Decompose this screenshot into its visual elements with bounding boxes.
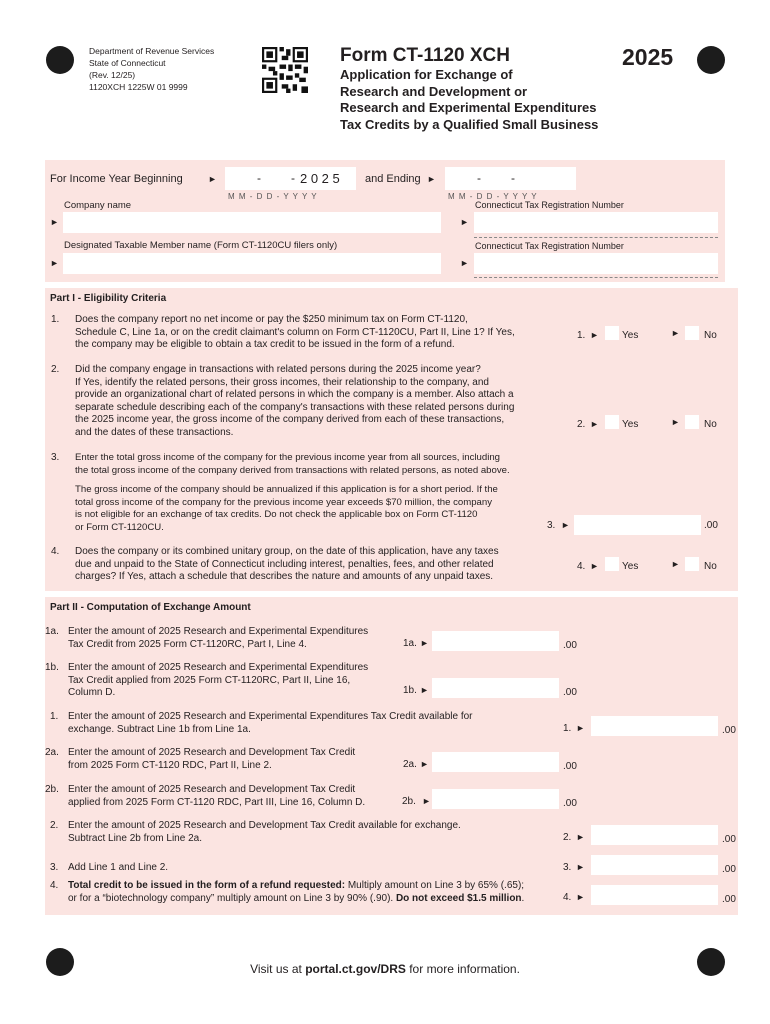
company-name-input[interactable] [63, 212, 441, 233]
arrow-icon: ► [671, 559, 680, 569]
text-line [68, 893, 568, 906]
text-line: Enter the amount of 2025 Research and Experimental Expenditures Tax Credit available for [68, 711, 473, 722]
q1-no-checkbox[interactable] [685, 326, 699, 340]
line-number: 1a. [45, 626, 59, 637]
company-name-label: Company name [64, 200, 132, 211]
text-line: Enter the amount of 2025 Research and Experimental Expenditures [68, 662, 369, 673]
arrow-icon: ► [420, 638, 429, 648]
arrow-icon: ► [576, 723, 585, 733]
arrow-icon: ► [576, 892, 585, 902]
line-ref: 1b. [403, 685, 417, 696]
footer-suffix: for more information. [405, 962, 520, 976]
question-1-text [75, 314, 563, 352]
text-line: separate schedule describing each of the company's transactions with these related persons during [75, 401, 515, 413]
question-3-text [75, 452, 563, 534]
text-line: Does the company report no net income or pay the $250 minimum tax on Form CT-1120, [75, 314, 468, 325]
text-line [68, 880, 568, 893]
line-1-input[interactable] [591, 716, 718, 736]
arrow-icon: ► [50, 217, 59, 227]
agency-block [89, 45, 214, 93]
text-line: Tax Credit applied from 2025 Form CT-1120RC, Part II, Line 16, [68, 674, 351, 686]
line-number: 2b. [45, 784, 59, 795]
text-line: Enter the amount of 2025 Research and Development Tax Credit available for exchange. [68, 820, 461, 831]
begin-year-value: 2 0 2 5 [300, 171, 340, 186]
part-2-title: Part II - Computation of Exchange Amount [50, 602, 251, 613]
income-year-label: For Income Year Beginning [50, 173, 183, 185]
registration-mark [46, 46, 74, 74]
line-number: 1. [50, 711, 59, 722]
form-subtitle [340, 67, 598, 133]
line-number: 2. [50, 820, 59, 831]
state-name: State of Connecticut [89, 58, 166, 68]
text-line: Did the company engage in transactions with related persons during the 2025 income year? [75, 364, 481, 375]
text-line: The gross income of the company should be annualized if this application is for a short period. If the [75, 484, 498, 495]
q2-no-checkbox[interactable] [685, 415, 699, 429]
line-ref: 2b. [402, 796, 416, 807]
no-label: No [704, 330, 717, 341]
arrow-icon: ► [590, 419, 599, 429]
text-line: or Form CT-1120CU. [75, 521, 164, 533]
underline [474, 277, 718, 278]
question-number: 4. [51, 546, 60, 557]
revision: (Rev. 12/25) [89, 70, 136, 80]
date-format-hint: M M - D D - Y Y Y Y [448, 192, 538, 201]
arrow-icon: ► [208, 174, 217, 184]
text-span: or for a “biotechnology company” multiply amount on Line 3 by 90% (.90). [68, 892, 396, 904]
date-separator: - [257, 171, 261, 185]
date-separator: - [291, 171, 295, 185]
designated-member-label: Designated Taxable Member name (Form CT-1120CU filers only) [64, 240, 338, 251]
arrow-icon: ► [50, 258, 59, 268]
q2-yes-checkbox[interactable] [605, 415, 619, 429]
line-1b-input[interactable] [432, 678, 559, 698]
ct-tax-reg-label: Connecticut Tax Registration Number [475, 200, 624, 210]
line-ref: 4. [563, 892, 572, 903]
arrow-icon: ► [420, 685, 429, 695]
text-line: the 2025 income year, the gross income of the company derived from each of these transactions, [75, 414, 505, 425]
text-line: exchange. Subtract Line 1b from Line 1a. [68, 723, 251, 735]
arrow-icon: ► [671, 417, 680, 427]
q1-yes-checkbox[interactable] [605, 326, 619, 340]
cents-label: .00 [563, 798, 577, 809]
line-number: 2a. [45, 747, 59, 758]
yes-label: Yes [622, 330, 639, 341]
yes-label: Yes [622, 419, 639, 430]
line-ref: 2a. [403, 759, 417, 770]
line-2-text [68, 820, 461, 845]
footer-text [0, 962, 770, 976]
text-line: is not eligible for an exchange of tax credits. Do not check the applicable box on Form CT-1120 [75, 509, 478, 520]
text-span: . [521, 892, 525, 904]
line-ref: 3. [563, 862, 572, 873]
cents-label: .00 [722, 725, 736, 736]
text-line: Enter the amount of 2025 Research and Experimental Expenditures [68, 626, 369, 637]
text-line: Subtract Line 2b from Line 2a. [68, 832, 202, 844]
q4-yes-checkbox[interactable] [605, 557, 619, 571]
line-ref: 3. [547, 520, 556, 531]
line-1b-text [68, 662, 368, 700]
form-code: 1120XCH 1225W 01 9999 [89, 82, 188, 92]
arrow-icon: ► [576, 862, 585, 872]
line-number: 1b. [45, 662, 59, 673]
q4-no-checkbox[interactable] [685, 557, 699, 571]
line-ref: 1. [563, 723, 572, 734]
line-3-input[interactable] [591, 855, 718, 875]
arrow-icon: ► [590, 561, 599, 571]
text-line: applied from 2025 Form CT-1120 RDC, Part III, Line 16, Column D. [68, 796, 366, 808]
line-2b-text [68, 784, 365, 809]
arrow-icon: ► [460, 217, 469, 227]
yes-label: Yes [622, 561, 639, 572]
text-line: total gross income of the company for the previous income year exceeds $70 million, the company [75, 496, 493, 508]
question-number: 3. [51, 452, 60, 463]
subtitle-line: Application for Exchange of [340, 67, 513, 82]
text-line: charges? If Yes, attach a schedule that describes the nature and amounts of any unpaid taxes. [75, 571, 494, 582]
underline [474, 237, 718, 238]
cents-label: .00 [563, 640, 577, 651]
text-line: Enter the total gross income of the company for the previous income year from all sources, including [75, 452, 500, 463]
text-line: Does the company or its combined unitary group, on the date of this application, have any taxes [75, 546, 499, 557]
text-line: from 2025 Form CT-1120 RDC, Part II, Line 2. [68, 759, 272, 771]
text-line: Enter the amount of 2025 Research and Development Tax Credit [68, 784, 356, 795]
line-ref: 2. [563, 832, 572, 843]
date-separator: - [477, 171, 481, 185]
line-number: 4. [50, 880, 59, 891]
date-format-hint: M M - D D - Y Y Y Y [228, 192, 318, 201]
part-1-title: Part I - Eligibility Criteria [50, 293, 167, 304]
line-ref: 2. [577, 419, 586, 430]
line-2b-input[interactable] [432, 789, 559, 809]
text-span: Multiply amount on Line 3 by 65% (.65); [345, 880, 525, 891]
arrow-icon: ► [420, 759, 429, 769]
part-1-section [45, 288, 738, 591]
arrow-icon: ► [671, 328, 680, 338]
line-ref: 1. [577, 330, 586, 341]
date-separator: - [511, 171, 515, 185]
line-ref: 4. [577, 561, 586, 572]
cents-label: .00 [563, 761, 577, 772]
text-line: Column D. [68, 687, 116, 698]
arrow-icon: ► [427, 174, 436, 184]
designated-member-input[interactable] [63, 253, 441, 274]
subtitle-line: Research and Development or [340, 83, 528, 99]
question-number: 1. [51, 314, 60, 325]
end-date-input[interactable] [445, 167, 576, 190]
ct-tax-reg-input[interactable] [474, 253, 718, 274]
begin-date-input[interactable] [225, 167, 356, 190]
arrow-icon: ► [422, 796, 431, 806]
part-2-section [45, 597, 738, 915]
question-4-text [75, 546, 563, 584]
drs-website-link[interactable]: portal.ct.gov/DRS [305, 962, 406, 976]
text-line: If Yes, identify the related persons, their gross incomes, their relationship to the company, and [75, 376, 489, 388]
no-label: No [704, 419, 717, 430]
form-title: Form CT-1120 XCH [340, 45, 510, 66]
cents-label: .00 [722, 834, 736, 845]
registration-mark [697, 46, 725, 74]
line-4-input[interactable] [591, 885, 718, 905]
tax-year: 2025 [622, 44, 674, 70]
cents-label: .00 [704, 520, 718, 531]
line-2a-text [68, 747, 355, 772]
cents-label: .00 [722, 864, 736, 875]
line-1a-input[interactable] [432, 631, 559, 651]
bold-text: Do not exceed $1.5 million [395, 892, 522, 904]
subtitle-line: Tax Credits by a Qualified Small Business [340, 116, 599, 132]
arrow-icon: ► [460, 258, 469, 268]
text-line: and the dates of these transactions. [75, 426, 234, 438]
ct-tax-reg-label: Connecticut Tax Registration Number [475, 241, 624, 251]
identification-section [45, 160, 725, 282]
line-ref: 1a. [403, 638, 417, 649]
line-4-text [68, 880, 568, 905]
question-2-text [75, 364, 563, 439]
ct-tax-reg-input[interactable] [474, 212, 718, 233]
line-2a-input[interactable] [432, 752, 559, 772]
text-line: Schedule C, Line 1a, or on the credit claimant's column on Form CT-1120CU, Part II, Line 1? If Yes, [75, 326, 515, 338]
text-line: due and unpaid to the State of Connecticut including interest, penalties, fees, and other related [75, 558, 494, 570]
bold-text: Total credit to be issued in the form of a refund requested: [68, 880, 346, 891]
ending-label: and Ending [365, 173, 421, 185]
arrow-icon: ► [590, 330, 599, 340]
text-line: Enter the amount of 2025 Research and Development Tax Credit [68, 747, 356, 758]
text-line: Tax Credit from 2025 Form CT-1120RC, Part I, Line 4. [68, 638, 307, 650]
no-label: No [704, 561, 717, 572]
line-1a-text [68, 626, 368, 651]
arrow-icon: ► [561, 520, 570, 530]
question-number: 2. [51, 364, 60, 375]
line-3-text: Add Line 1 and Line 2. [68, 862, 169, 873]
line-2-input[interactable] [591, 825, 718, 845]
subtitle-line: Research and Experimental Expenditures [340, 100, 597, 115]
cents-label: .00 [722, 894, 736, 905]
agency-name: Department of Revenue Services [89, 46, 215, 56]
arrow-icon: ► [576, 832, 585, 842]
qr-code-icon [262, 47, 308, 93]
text-line: the company may be eligible to obtain a tax credit to be issued in the form of a refund. [75, 339, 455, 350]
gross-income-input[interactable] [574, 515, 701, 535]
text-line: provide an organizational chart of related persons in which the company is a member. Also attach a [75, 389, 514, 400]
footer-prefix: Visit us at [250, 962, 306, 976]
line-1-text [68, 711, 473, 736]
cents-label: .00 [563, 687, 577, 698]
text-line: the total gross income of the company derived from transactions with related persons, as noted above. [75, 464, 510, 476]
line-number: 3. [50, 862, 59, 873]
